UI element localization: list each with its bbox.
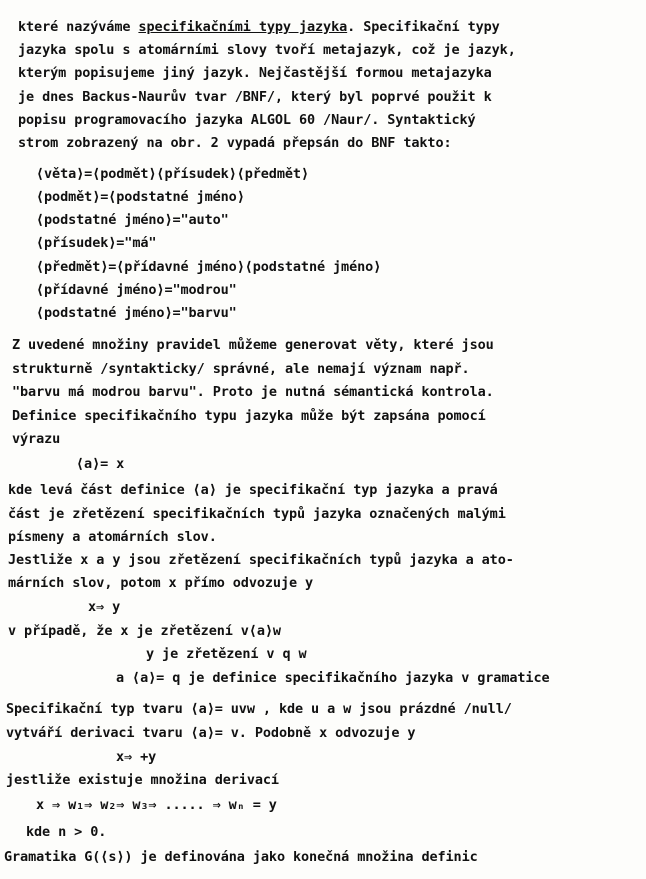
bnf-rule-1: ⟨věta⟩=⟨podmět⟩⟨přísudek⟩⟨předmět⟩	[36, 166, 309, 182]
text-line-5: popisu programovacího jazyka ALGOL 60 /Naur/. Syntaktický	[18, 112, 476, 128]
text-line-34: kde n > 0.	[26, 824, 107, 840]
text-line-3: kterým popisujeme jiný jazyk. Nejčastější formou metajazyka	[18, 65, 492, 81]
underlined-term: specifikačními typy jazyka	[138, 19, 348, 35]
formula-derivation-chain: x ⇒ w₁⇒ w₂⇒ w₃⇒ ..... ⇒ wₙ = y	[36, 797, 277, 813]
text-line-32: jestliže existuje množina derivací	[6, 772, 279, 788]
text-line-23: Jestliže x a y jsou zřetězení specifikačních typů jazyka a ato-	[8, 552, 514, 568]
text-line-29: Specifikační typ tvaru ⟨a⟩= uvw , kde u a w jsou prázdné /null/	[6, 701, 512, 717]
text-line-30: vytváří derivaci tvaru ⟨a⟩= v. Podobně x odvozuje y	[6, 725, 416, 741]
bnf-rule-2: ⟨podmět⟩=⟨podstatné jméno⟩	[36, 189, 245, 205]
text-line-27: y je zřetězení v q w	[146, 646, 307, 662]
text-line-15: strukturně /syntakticky/ správné, ale nemají význam např.	[12, 361, 470, 377]
text-line-6: strom zobrazený na obr. 2 vypadá přepsán do BNF takto:	[18, 135, 452, 151]
bnf-rule-5: ⟨předmět⟩=⟨přídavné jméno⟩⟨podstatné jméno⟩	[36, 259, 382, 275]
text-line-1-start: které nazýváme	[18, 19, 139, 35]
text-line-16: "barvu má modrou barvu". Proto je nutná sémantická kontrola.	[12, 384, 494, 400]
formula-direct-derivation: x⇒ y	[88, 599, 121, 615]
text-line-28: a ⟨a⟩= q je definice specifikačního jazyka v gramatice	[116, 670, 550, 686]
formula-definition: ⟨a⟩= x	[76, 456, 125, 472]
text-line-17: Definice specifikačního typu jazyka může být zapsána pomocí	[12, 408, 486, 424]
text-line-4: je dnes Backus-Naurův tvar /BNF/, který byl poprvé použit k	[18, 89, 492, 105]
text-line-24: márních slov, potom x přímo odvozuje y	[8, 575, 314, 591]
text-line-14: Z uvedené množiny pravidel můžeme generovat věty, které jsou	[12, 337, 494, 353]
text-line-2: jazyka spolu s atomárními slovy tvoří metajazyk, což je jazyk,	[18, 42, 516, 58]
text-line-1	[18, 18, 500, 36]
text-line-26: v případě, že x je zřetězení v⟨a⟩w	[8, 623, 281, 639]
bnf-rule-3: ⟨podstatné jméno⟩="auto"	[36, 212, 229, 228]
bnf-rule-6: ⟨přídavné jméno⟩="modrou"	[36, 282, 237, 298]
bnf-rule-4: ⟨přísudek⟩="má"	[36, 235, 157, 251]
bnf-rule-7: ⟨podstatné jméno⟩="barvu"	[36, 305, 237, 321]
text-line-18: výrazu	[12, 431, 61, 447]
text-line-22: písmeny a atomárních slov.	[8, 529, 217, 545]
text-line-20: kde levá část definice ⟨a⟩ je specifikační typ jazyka a pravá	[8, 482, 498, 498]
text-line-35: Gramatika G(⟨s⟩) je definována jako konečná množina definic	[4, 849, 478, 865]
text-line-1-end: . Specifikační typy	[347, 19, 500, 35]
text-line-21: část je zřetězení specifikačních typů jazyka označených malými	[8, 506, 506, 522]
formula-derivation: x⇒ +y	[116, 749, 157, 765]
